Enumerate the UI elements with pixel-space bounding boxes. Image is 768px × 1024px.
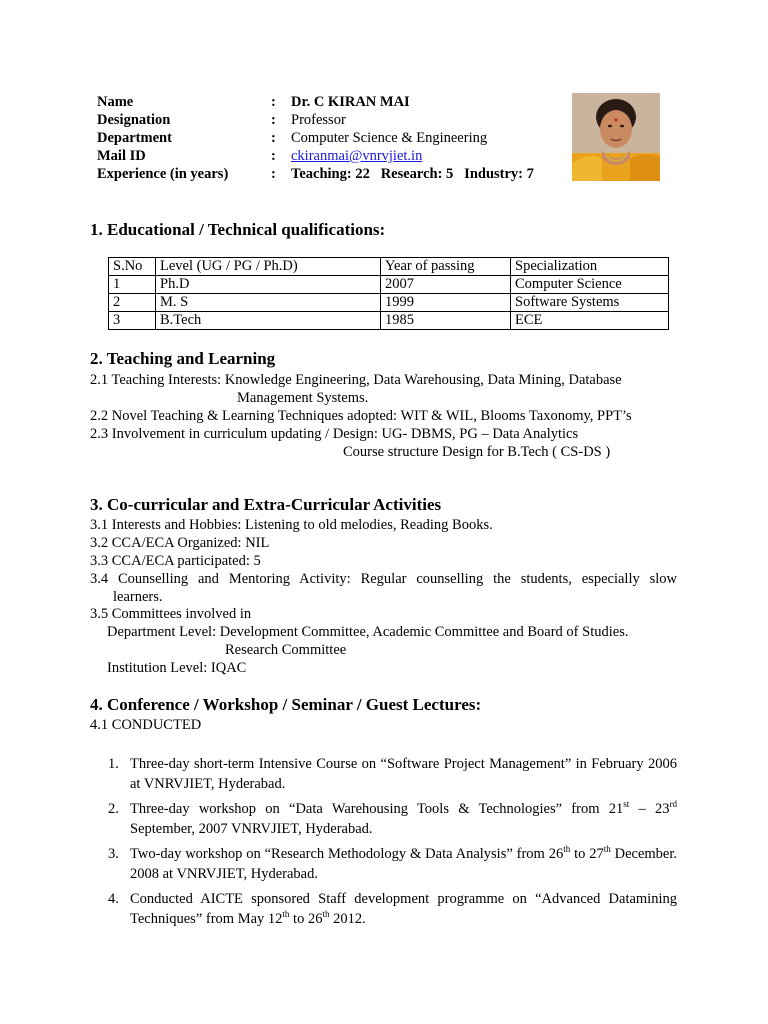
colon: :: [271, 130, 276, 146]
list-text-part: to 26: [289, 911, 323, 927]
conducted-subheading: 4.1 CONDUCTED: [90, 717, 202, 733]
superscript: rd: [669, 799, 678, 809]
list-number: 1.: [108, 756, 119, 772]
table-cell: Specialization: [511, 258, 669, 276]
table-cell: 1985: [381, 312, 511, 330]
curriculum-involvement-cont: Course structure Design for B.Tech ( CS-DS ): [343, 444, 611, 460]
table-cell: B.Tech: [156, 312, 381, 330]
table-cell: 3: [109, 312, 156, 330]
list-text: [130, 844, 677, 884]
portrait-image: [572, 93, 660, 181]
department-committees: Department Level: Development Committee, Academic Committee and Board of Studies.: [107, 624, 629, 640]
list-number: 4.: [108, 891, 119, 907]
table-row: [109, 294, 669, 312]
name-label: Name: [97, 94, 134, 110]
table-cell: S.No: [109, 258, 156, 276]
counselling-activity-cont: learners.: [113, 589, 163, 605]
mail-row: [97, 147, 534, 165]
profile-info: [97, 93, 534, 183]
conducted-list: [108, 754, 677, 934]
table-cell: 2: [109, 294, 156, 312]
department-committees-cont: Research Committee: [225, 642, 347, 658]
experience-label: Experience (in years): [97, 166, 229, 182]
table-cell: 1: [109, 276, 156, 294]
list-text: [130, 889, 677, 929]
email-link[interactable]: ckiranmai@vnrvjiet.in: [291, 148, 423, 164]
section2-heading: 2. Teaching and Learning: [90, 349, 276, 368]
section3-heading: 3. Co-curricular and Extra-Curricular Activities: [90, 495, 442, 514]
list-text-part: Conducted AICTE sponsored Staff development programme on “Advanced Datamining Techniques” from May 12: [130, 891, 677, 927]
list-item: [108, 889, 677, 929]
superscript: th: [322, 909, 330, 919]
cca-participated: 3.3 CCA/ECA participated: 5: [90, 553, 261, 569]
list-text-part: 2012.: [329, 911, 366, 927]
table-header-row: [109, 258, 669, 276]
table-cell: Software Systems: [511, 294, 669, 312]
list-item: [108, 754, 677, 794]
designation-label: Designation: [97, 112, 171, 128]
name-row: [97, 93, 534, 111]
list-text-part: Three-day workshop on “Data Warehousing Tools & Technologies” from 21: [130, 801, 624, 817]
superscript: th: [282, 909, 290, 919]
teaching-techniques: 2.2 Novel Teaching & Learning Techniques adopted: WIT & WIL, Blooms Taxonomy, PPT’s: [90, 408, 632, 424]
list-text-part: Two-day workshop on “Research Methodology & Data Analysis” from 26: [130, 846, 564, 862]
list-number: 3.: [108, 846, 119, 862]
cca-organized: 3.2 CCA/ECA Organized: NIL: [90, 535, 270, 551]
name-value: Dr. C KIRAN MAI: [291, 94, 410, 110]
designation-value: Professor: [291, 112, 346, 128]
list-text: [130, 754, 677, 794]
list-text-part: – 23: [629, 801, 670, 817]
list-item: [108, 844, 677, 884]
section1-heading: 1. Educational / Technical qualifications:: [90, 220, 386, 239]
qualifications-table: [108, 257, 669, 330]
mail-value: [291, 147, 422, 165]
institution-committees: Institution Level: IQAC: [107, 660, 247, 676]
colon: :: [271, 166, 276, 182]
colon: :: [271, 94, 276, 110]
list-text-part: Three-day short-term Intensive Course on “Software Project Management” in February 2006 at VNRVJIET, Hyderabad.: [130, 756, 677, 792]
table-cell: M. S: [156, 294, 381, 312]
teaching-interests: 2.1 Teaching Interests: Knowledge Engineering, Data Warehousing, Data Mining, Database: [90, 372, 622, 388]
list-number: 2.: [108, 801, 119, 817]
department-value: Computer Science & Engineering: [291, 130, 488, 146]
list-item: [108, 799, 677, 839]
designation-row: [97, 111, 534, 129]
teaching-interests-cont: Management Systems.: [237, 390, 369, 406]
superscript: th: [563, 844, 571, 854]
table-cell: ECE: [511, 312, 669, 330]
superscript: st: [623, 799, 630, 809]
table-row: [109, 276, 669, 294]
list-text: [130, 799, 677, 839]
list-text-part: December. 2008 at VNRVJIET, Hyderabad.: [130, 846, 677, 882]
table-row: [109, 312, 669, 330]
mail-label: Mail ID: [97, 148, 146, 164]
experience-value: Teaching: 22 Research: 5 Industry: 7: [291, 166, 534, 182]
table-cell: Ph.D: [156, 276, 381, 294]
colon: :: [271, 112, 276, 128]
table-cell: Level (UG / PG / Ph.D): [156, 258, 381, 276]
profile-photo: [572, 93, 660, 181]
department-label: Department: [97, 130, 172, 146]
table-cell: Year of passing: [381, 258, 511, 276]
table-cell: Computer Science: [511, 276, 669, 294]
interests-hobbies: 3.1 Interests and Hobbies: Listening to old melodies, Reading Books.: [90, 517, 493, 533]
counselling-activity: 3.4 Counselling and Mentoring Activity: Regular counselling the students, especially slow: [90, 571, 677, 587]
section4-heading: 4. Conference / Workshop / Seminar / Guest Lectures:: [90, 695, 482, 714]
list-text-part: to 27: [570, 846, 604, 862]
table-cell: 2007: [381, 276, 511, 294]
table-cell: 1999: [381, 294, 511, 312]
department-row: [97, 129, 534, 147]
curriculum-involvement: 2.3 Involvement in curriculum updating / Design: UG- DBMS, PG – Data Analytics: [90, 426, 579, 442]
superscript: th: [603, 844, 611, 854]
experience-row: [97, 165, 534, 183]
committees-intro: 3.5 Committees involved in: [90, 606, 252, 622]
list-text-part: September, 2007 VNRVJIET, Hyderabad.: [130, 821, 373, 837]
colon: :: [271, 148, 276, 164]
